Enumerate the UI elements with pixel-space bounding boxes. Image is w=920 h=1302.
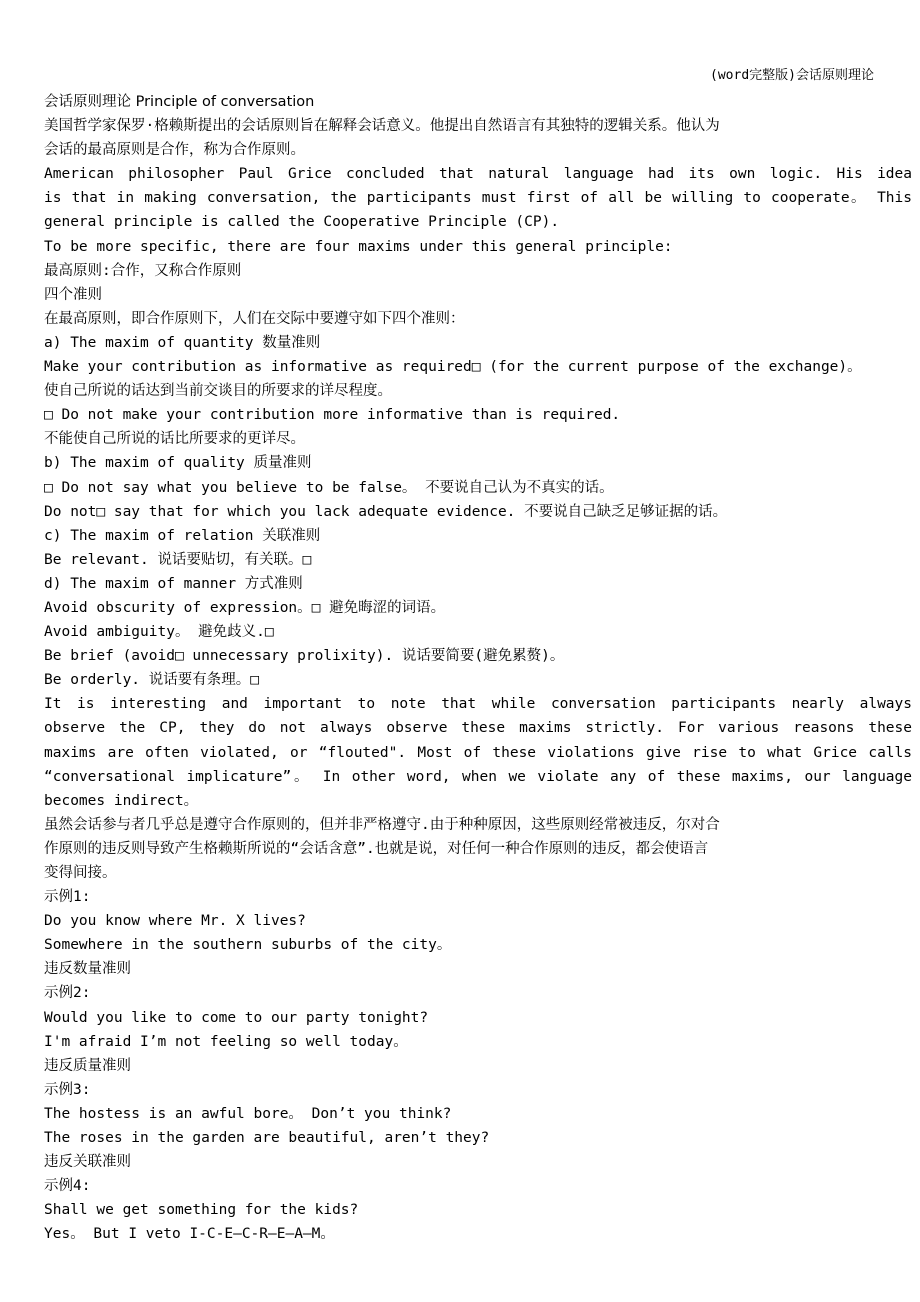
- maxim-quantity-rule-2-en: □ Do not make your contribution more informative than is required.: [44, 407, 621, 424]
- intro-en-line-1: American philosopher Paul Grice concluded that natural language had its own logic. His idea: [44, 166, 912, 183]
- maxim-manner-heading: d) The maxim of manner 方式准则: [44, 575, 303, 592]
- maxim-manner-rule-3: Be brief (avoid□ unnecessary prolixity). 说话要简要(避免累赘)。: [44, 648, 565, 665]
- example-3-violation: 违反关联准则: [44, 1154, 131, 1171]
- violation-en-line-2: observe the CP, they do not always observe these maxims strictly. For various reasons these: [44, 720, 912, 737]
- maxim-quantity-rule-2-zh: 不能使自己所说的话比所要求的更详尽。: [44, 431, 305, 448]
- maxim-manner-rule-1: Avoid obscurity of expression。□ 避免晦涩的词语。: [44, 599, 446, 616]
- example-2-violation: 违反质量准则: [44, 1057, 131, 1074]
- violation-en-line-5: becomes indirect。: [44, 792, 199, 809]
- intro-zh-line-1: 美国哲学家保罗·格赖斯提出的会话原则旨在解释会话意义。他提出自然语言有其独特的逻辑关系。他认为: [44, 118, 720, 135]
- maxim-relation-heading: c) The maxim of relation 关联准则: [44, 527, 321, 544]
- example-1-violation: 违反数量准则: [44, 961, 131, 978]
- maxim-manner-rule-4: Be orderly. 说话要有条理。□: [44, 672, 259, 689]
- document-body: [44, 90, 912, 1247]
- intro-zh-line-2: 会话的最高原则是合作，称为合作原则。: [44, 142, 305, 159]
- example-2-question: Would you like to come to our party tonight?: [44, 1009, 429, 1026]
- violation-zh-line-2: 作原则的违反则导致产生格赖斯所说的“会话含意”.也就是说，对任何一种合作原则的违反，都会使语言: [44, 840, 709, 857]
- maxim-quality-rule-1: □ Do not say what you believe to be false。 不要说自己认为不真实的话。: [44, 479, 614, 496]
- example-4-label: 示例4:: [44, 1178, 91, 1195]
- four-maxims-intro: 在最高原则，即合作原则下，人们在交际中要遵守如下四个准则：: [44, 310, 465, 327]
- example-3-question: The hostess is an awful bore。 Don’t you think?: [44, 1105, 452, 1122]
- four-maxims-heading: 四个准则: [44, 286, 102, 303]
- violation-en-line-3: maxims are often violated, or “flouted". Most of these violations give rise to what Grice calls: [44, 744, 912, 761]
- example-2-label: 示例2:: [44, 985, 91, 1002]
- violation-en-line-4: “conversational implicature”。 In other word, when we violate any of these maxims, our language: [44, 768, 912, 785]
- maxim-relation-rule: Be relevant. 说话要贴切，有关联。□: [44, 551, 312, 568]
- page-header: (word完整版)会话原则理论: [710, 68, 874, 83]
- example-4-answer: Yes。 But I veto I-C-E—C-R—E—A—M。: [44, 1226, 335, 1243]
- example-4-question: Shall we get something for the kids?: [44, 1202, 359, 1219]
- violation-en-line-1: It is interesting and important to note that while conversation participants nearly always: [44, 696, 912, 713]
- maxim-quantity-heading: a) The maxim of quantity 数量准则: [44, 334, 321, 351]
- violation-zh-line-1: 虽然会话参与者几乎总是遵守合作原则的，但并非严格遵守.由于种种原因，这些原则经常被违反，尔对合: [44, 816, 720, 833]
- example-1-answer: Somewhere in the southern suburbs of the city。: [44, 937, 452, 954]
- example-1-label: 示例1:: [44, 889, 91, 906]
- maxim-manner-rule-2: Avoid ambiguity。 避免歧义.□: [44, 624, 274, 641]
- supreme-principle: 最高原则:合作，又称合作原则: [44, 262, 242, 279]
- example-1-question: Do you know where Mr. X lives?: [44, 913, 306, 930]
- example-3-answer: The roses in the garden are beautiful, aren’t they?: [44, 1130, 490, 1147]
- violation-zh-line-3: 变得间接。: [44, 865, 117, 881]
- maxim-quality-heading: b) The maxim of quality 质量准则: [44, 455, 312, 472]
- maxim-quantity-rule-1-en: Make your contribution as informative as required□ (for the current purpose of the exchange)。: [44, 359, 862, 376]
- doc-heading: 会话原则理论 Principle of conversation: [44, 94, 315, 110]
- example-3-label: 示例3:: [44, 1081, 91, 1098]
- maxim-quantity-rule-1-zh: 使自己所说的话达到当前交谈目的所要求的详尽程度。: [44, 383, 392, 400]
- maxim-quality-rule-2: Do not□ say that for which you lack adequate evidence. 不要说自己缺乏足够证据的话。: [44, 503, 728, 520]
- example-2-answer: I'm afraid I’m not feeling so well today。: [44, 1033, 408, 1050]
- intro-en-line-3: general principle is called the Cooperative Principle (CP).: [44, 214, 560, 231]
- intro-en-line-4: To be more specific, there are four maxims under this general principle:: [44, 238, 673, 255]
- intro-en-line-2: is that in making conversation, the participants must first of all be willing to cooperate。 This: [44, 190, 912, 207]
